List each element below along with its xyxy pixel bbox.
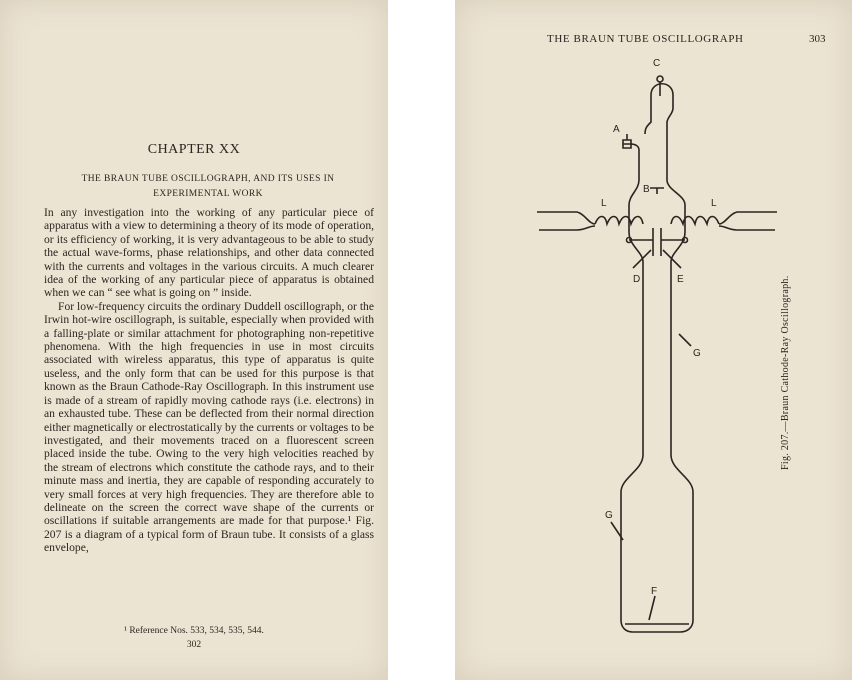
label-a: A <box>613 124 620 135</box>
label-f: F <box>651 586 658 597</box>
coil-right <box>671 212 777 230</box>
left-page <box>0 0 388 680</box>
page-number-right: 303 <box>809 33 826 45</box>
label-l-right: L <box>711 198 717 209</box>
label-g-upper: G <box>693 348 701 359</box>
page-number-left: 302 <box>186 640 202 650</box>
tube-envelope <box>621 84 693 632</box>
diaphragm-b <box>650 188 664 194</box>
body-text <box>44 206 374 555</box>
figure-caption: Fig. 207.—Braun Cathode-Ray Oscillograph. <box>780 275 791 470</box>
tube-envelope-inner <box>645 95 651 134</box>
paragraph-2: For low-frequency circuits the ordinary Duddell oscillograph, or the Irwin hot-wire oscillograph, is suitable, especially when provided with a falling-plate or similar attachment for photographing non-repetitive phenomena. With the high frequencies in use in most circuits associated with wireless apparatus, this type of apparatus is quite useless, and the only form that can be used for this purpose is that known as the Braun Cathode-Ray Oscillograph. In this instrument use is made of a stream of rapidly moving cathode rays (i.e. electrons) in an exhausted tube. These can be deflected from their normal direction either magnetically or electrostatically by the currents or voltages to be investigated, and their movements traced on a fluorescent screen placed inside the tube. Owing to the very high velocities reached by the stream of electrons which constitute the cathode rays, and to their minute mass and inertia, they are capable of responding accurately to very small forces at very high frequencies. They are therefore able to delineate on the screen the correct wave shape of the currents or oscillations if suitable arrangements are made for that purpose.¹ Fig. 207 is a diagram of a typical form of Braun tube. It consists of a glass envelope, <box>44 299 374 555</box>
footnote: ¹ Reference Nos. 533, 534, 535, 544. <box>124 626 264 636</box>
label-b: B <box>643 184 650 195</box>
right-page <box>455 0 852 680</box>
label-g-lower: G <box>605 510 613 521</box>
chapter-subtitle: THE BRAUN TUBE OSCILLOGRAPH, AND ITS USES IN EXPERIMENTAL WORK <box>81 174 335 199</box>
paragraph-1: In any investigation into the working of any particular piece of apparatus with a view to determining a theory of its mode of operation, or its efficiency of working, it is very advantageous to be able to study the actual wave-forms, phase relationships, and other data connected with the currents and voltages in the various circuits. A much clearer idea of the working of any particular piece of apparatus is obtained when we can “ see what is going on ” inside. <box>44 206 375 300</box>
braun-tube-diagram <box>455 0 852 680</box>
label-l-left: L <box>601 198 607 209</box>
label-c: C <box>653 58 661 69</box>
running-head: THE BRAUN TUBE OSCILLOGRAPH <box>547 33 744 45</box>
label-d: D <box>633 274 641 285</box>
chapter-title: CHAPTER XX <box>147 142 241 157</box>
coil-left <box>537 212 643 230</box>
label-e: E <box>677 274 684 285</box>
